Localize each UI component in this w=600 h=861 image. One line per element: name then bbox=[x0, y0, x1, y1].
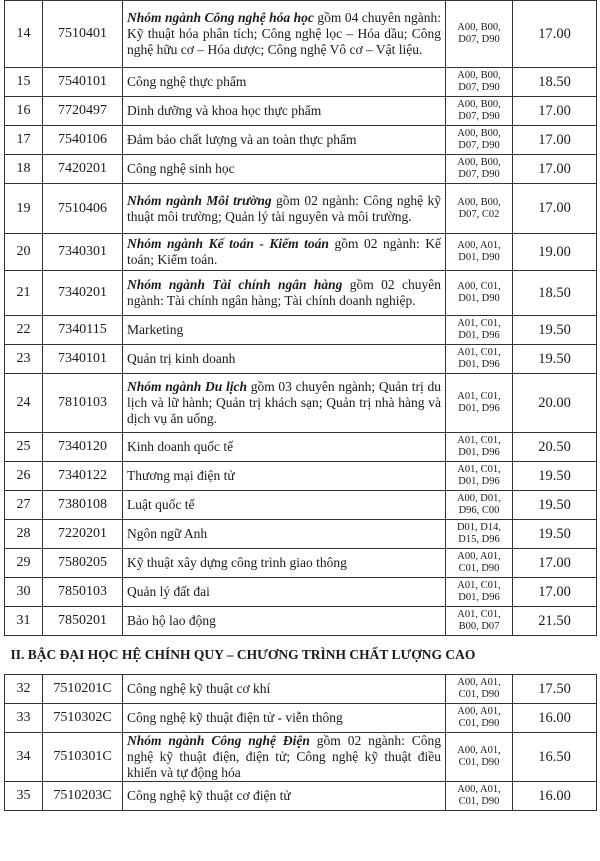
row-number: 15 bbox=[5, 68, 43, 97]
row-number: 27 bbox=[5, 491, 43, 520]
major-name bbox=[123, 1, 446, 68]
major-name bbox=[123, 520, 446, 549]
row-number: 18 bbox=[5, 155, 43, 184]
combination-line: D01, D14, bbox=[456, 522, 502, 533]
combination-line: A00, B00, bbox=[457, 196, 501, 208]
row-number: 22 bbox=[5, 316, 43, 345]
major-name bbox=[123, 234, 446, 271]
row-number: 25 bbox=[5, 433, 43, 462]
combination-line: A01, C01, bbox=[457, 464, 501, 475]
admission-score: 17.00 bbox=[513, 126, 597, 155]
table-row bbox=[5, 1, 597, 68]
major-code: 7510201C bbox=[43, 675, 123, 704]
combination-line: D07, D90 bbox=[458, 169, 500, 180]
combination-line: C01, D90 bbox=[458, 757, 500, 768]
row-number: 21 bbox=[5, 271, 43, 316]
table-row bbox=[5, 374, 597, 433]
combination-line: A00, D01, bbox=[456, 493, 502, 504]
major-code: 7340101 bbox=[43, 345, 123, 374]
major-title: Công nghệ kỹ thuật cơ điện tử bbox=[127, 788, 291, 803]
subject-combinations bbox=[446, 345, 513, 374]
major-name bbox=[123, 345, 446, 374]
major-name bbox=[123, 462, 446, 491]
admission-score: 19.50 bbox=[513, 462, 597, 491]
major-name bbox=[123, 374, 446, 433]
combination-line: C01, D90 bbox=[458, 563, 500, 574]
subject-combinations bbox=[446, 433, 513, 462]
combination-line: C01, D90 bbox=[458, 689, 500, 700]
major-title: Dinh dưỡng và khoa học thực phẩm bbox=[127, 103, 322, 118]
row-number: 26 bbox=[5, 462, 43, 491]
subject-combinations bbox=[446, 462, 513, 491]
major-code: 7720497 bbox=[43, 97, 123, 126]
row-number: 32 bbox=[5, 675, 43, 704]
major-name bbox=[123, 578, 446, 607]
combination-line: A00, B00, bbox=[457, 157, 501, 168]
admission-score: 21.50 bbox=[513, 607, 597, 636]
major-group-description: gồm 02 ngành: Công nghệ kỹ thuật điện, điện tử; Công nghệ kỹ thuật điều khiển và tự động hóa bbox=[127, 733, 441, 780]
admission-table bbox=[4, 0, 597, 811]
table-row bbox=[5, 184, 597, 234]
table-row bbox=[5, 433, 597, 462]
major-code: 7340120 bbox=[43, 433, 123, 462]
admission-score: 18.50 bbox=[513, 271, 597, 316]
table-row bbox=[5, 462, 597, 491]
admission-score: 17.00 bbox=[513, 1, 597, 68]
major-group-description: gồm 03 chuyên ngành; Quản trị du lịch và lữ hành; Quản trị khách sạn; Quản trị nhà hàng và dịch vụ ăn uống. bbox=[127, 379, 441, 426]
major-title: Thương mại điện tử bbox=[127, 468, 235, 483]
admission-score: 18.50 bbox=[513, 68, 597, 97]
major-title: Công nghệ kỹ thuật cơ khí bbox=[127, 681, 271, 696]
major-code: 7340301 bbox=[43, 234, 123, 271]
admission-score: 16.50 bbox=[513, 733, 597, 782]
combination-line: A00, A01, bbox=[457, 677, 501, 688]
table-row bbox=[5, 345, 597, 374]
table-row bbox=[5, 491, 597, 520]
section-title: II. BẬC ĐẠI HỌC HỆ CHÍNH QUY – CHƯƠNG TRÌNH CHẤT LƯỢNG CAO bbox=[5, 636, 597, 675]
subject-combinations bbox=[446, 184, 513, 234]
table-row bbox=[5, 607, 597, 636]
row-number: 24 bbox=[5, 374, 43, 433]
major-code: 7220201 bbox=[43, 520, 123, 549]
row-number: 35 bbox=[5, 782, 43, 811]
subject-combinations bbox=[446, 68, 513, 97]
table-row bbox=[5, 68, 597, 97]
row-number: 28 bbox=[5, 520, 43, 549]
major-group-title: Nhóm ngành Kế toán - Kiểm toán bbox=[127, 236, 329, 251]
subject-combinations bbox=[446, 782, 513, 811]
subject-combinations bbox=[446, 733, 513, 782]
major-code: 7380108 bbox=[43, 491, 123, 520]
combination-line: D07, D90 bbox=[458, 140, 500, 151]
table-row bbox=[5, 675, 597, 704]
major-group-title: Nhóm ngành Công nghệ Điện bbox=[127, 733, 310, 748]
combination-line: A00, A01, bbox=[457, 551, 501, 562]
combination-line: D07, D90 bbox=[458, 111, 500, 122]
major-code: 7580205 bbox=[43, 549, 123, 578]
subject-combinations bbox=[446, 97, 513, 126]
row-number: 31 bbox=[5, 607, 43, 636]
major-name bbox=[123, 704, 446, 733]
combination-line: C01, D90 bbox=[458, 796, 500, 807]
subject-combinations bbox=[446, 491, 513, 520]
major-group-title: Nhóm ngành Môi trường bbox=[127, 192, 272, 208]
combination-line: B00, D07 bbox=[458, 621, 500, 632]
combination-line: A01, C01, bbox=[457, 609, 501, 620]
combination-line: D15, D96 bbox=[458, 534, 500, 545]
combination-line: A00, B00, bbox=[457, 128, 501, 139]
admission-score: 20.00 bbox=[513, 374, 597, 433]
major-group-description: gồm 04 chuyên ngành: Kỹ thuật hóa phân tích; Công nghệ lọc – Hóa dầu; Công nghệ hữu cơ – Hóa dược; Công nghệ Vô cơ – Vật liệu. bbox=[127, 10, 442, 57]
admission-score: 17.00 bbox=[513, 578, 597, 607]
table-body-high-quality bbox=[5, 675, 597, 811]
major-name bbox=[123, 491, 446, 520]
major-code: 7510301C bbox=[43, 733, 123, 782]
combination-line: D01, D96 bbox=[458, 476, 500, 487]
major-name bbox=[123, 155, 446, 184]
major-name bbox=[123, 126, 446, 155]
combination-line: A00, A01, bbox=[457, 706, 501, 717]
combination-line: A01, C01, bbox=[457, 580, 501, 591]
admission-score: 17.00 bbox=[513, 549, 597, 578]
subject-combinations bbox=[446, 316, 513, 345]
major-title: Marketing bbox=[127, 322, 184, 337]
major-name bbox=[123, 68, 446, 97]
major-group-title: Nhóm ngành Du lịch bbox=[127, 379, 247, 394]
table-row bbox=[5, 704, 597, 733]
combination-line: A00, B00, bbox=[457, 22, 501, 33]
major-title: Ngôn ngữ Anh bbox=[127, 526, 208, 541]
major-title: Công nghệ kỹ thuật điện tử - viễn thông bbox=[127, 710, 343, 725]
combination-line: A01, C01, bbox=[457, 318, 501, 329]
admission-score: 19.50 bbox=[513, 520, 597, 549]
subject-combinations bbox=[446, 234, 513, 271]
admission-score: 16.00 bbox=[513, 704, 597, 733]
major-code: 7810103 bbox=[43, 374, 123, 433]
major-group-title: Nhóm ngành Tài chính ngân hàng bbox=[127, 277, 343, 292]
row-number: 34 bbox=[5, 733, 43, 782]
major-title: Luật quốc tế bbox=[127, 497, 195, 512]
combination-line: A00, A01, bbox=[457, 240, 501, 251]
combination-line: D07, C02 bbox=[458, 208, 500, 220]
combination-line: A00, A01, bbox=[457, 745, 501, 756]
major-group-description: gồm 02 ngành: Công nghệ kỹ thuật môi trường; Quản lý tài nguyên và môi trường. bbox=[127, 192, 441, 224]
subject-combinations bbox=[446, 549, 513, 578]
row-number: 20 bbox=[5, 234, 43, 271]
combination-line: D01, D96 bbox=[458, 447, 500, 458]
major-group-description: gồm 02 ngành: Kế toán; Kiểm toán. bbox=[127, 236, 441, 267]
table-row bbox=[5, 271, 597, 316]
combination-line: D01, D96 bbox=[458, 403, 500, 414]
subject-combinations bbox=[446, 675, 513, 704]
row-number: 17 bbox=[5, 126, 43, 155]
section-header bbox=[5, 636, 597, 675]
combination-line: C01, D90 bbox=[458, 718, 500, 729]
major-code: 7340122 bbox=[43, 462, 123, 491]
combination-line: D01, D90 bbox=[458, 293, 500, 304]
table-row bbox=[5, 126, 597, 155]
combination-line: A00, C01, bbox=[457, 281, 501, 292]
subject-combinations bbox=[446, 607, 513, 636]
combination-line: A01, C01, bbox=[457, 435, 501, 446]
major-title: Kinh doanh quốc tế bbox=[127, 439, 234, 454]
table-row bbox=[5, 520, 597, 549]
major-code: 7510406 bbox=[43, 184, 123, 234]
combination-line: D07, D90 bbox=[458, 82, 500, 93]
admission-score: 16.00 bbox=[513, 782, 597, 811]
major-title: Bảo hộ lao động bbox=[127, 613, 216, 628]
major-name bbox=[123, 316, 446, 345]
combination-line: D01, D96 bbox=[458, 330, 500, 341]
subject-combinations bbox=[446, 271, 513, 316]
table-row bbox=[5, 549, 597, 578]
admission-score: 19.50 bbox=[513, 491, 597, 520]
table-row bbox=[5, 733, 597, 782]
major-code: 7340201 bbox=[43, 271, 123, 316]
combination-line: D01, D96 bbox=[458, 592, 500, 603]
major-title: Công nghệ thực phẩm bbox=[127, 74, 247, 89]
combination-line: D96, C00 bbox=[458, 505, 500, 516]
subject-combinations bbox=[446, 155, 513, 184]
combination-line: A01, C01, bbox=[457, 347, 501, 358]
major-name bbox=[123, 675, 446, 704]
major-code: 7510203C bbox=[43, 782, 123, 811]
table-row bbox=[5, 316, 597, 345]
major-name bbox=[123, 271, 446, 316]
subject-combinations bbox=[446, 578, 513, 607]
major-title: Quản trị kinh doanh bbox=[127, 351, 236, 366]
combination-line: A00, B00, bbox=[457, 70, 501, 81]
combination-line: D01, D96 bbox=[458, 359, 500, 370]
major-code: 7540106 bbox=[43, 126, 123, 155]
table-row bbox=[5, 782, 597, 811]
table-row bbox=[5, 578, 597, 607]
combination-line: D01, D90 bbox=[458, 252, 500, 263]
table-row bbox=[5, 234, 597, 271]
row-number: 29 bbox=[5, 549, 43, 578]
admission-score: 17.00 bbox=[513, 97, 597, 126]
admission-score: 17.50 bbox=[513, 675, 597, 704]
row-number: 30 bbox=[5, 578, 43, 607]
major-name bbox=[123, 433, 446, 462]
subject-combinations bbox=[446, 374, 513, 433]
subject-combinations bbox=[446, 520, 513, 549]
major-code: 7340115 bbox=[43, 316, 123, 345]
admission-score: 17.00 bbox=[513, 155, 597, 184]
major-name bbox=[123, 607, 446, 636]
major-code: 7510401 bbox=[43, 1, 123, 68]
row-number: 33 bbox=[5, 704, 43, 733]
major-title: Công nghệ sinh học bbox=[127, 161, 235, 176]
major-group-title: Nhóm ngành Công nghệ hóa học bbox=[127, 10, 314, 25]
major-title: Kỹ thuật xây dựng công trình giao thông bbox=[127, 555, 347, 570]
row-number: 14 bbox=[5, 1, 43, 68]
major-code: 7850201 bbox=[43, 607, 123, 636]
major-code: 7510302C bbox=[43, 704, 123, 733]
subject-combinations bbox=[446, 704, 513, 733]
major-code: 7540101 bbox=[43, 68, 123, 97]
row-number: 19 bbox=[5, 184, 43, 234]
admission-score: 17.00 bbox=[513, 184, 597, 234]
major-title: Quản lý đất đai bbox=[127, 584, 210, 599]
major-name bbox=[123, 549, 446, 578]
admission-score: 20.50 bbox=[513, 433, 597, 462]
major-group-description: gồm 02 chuyên ngành: Tài chính ngân hàng; Tài chính doanh nghiệp. bbox=[127, 277, 441, 308]
subject-combinations bbox=[446, 126, 513, 155]
admission-score: 19.00 bbox=[513, 234, 597, 271]
row-number: 23 bbox=[5, 345, 43, 374]
major-code: 7420201 bbox=[43, 155, 123, 184]
major-name bbox=[123, 97, 446, 126]
combination-line: A00, B00, bbox=[457, 99, 501, 110]
major-code: 7850103 bbox=[43, 578, 123, 607]
major-name bbox=[123, 733, 446, 782]
subject-combinations bbox=[446, 1, 513, 68]
combination-line: D07, D90 bbox=[458, 34, 500, 45]
table-body-standard bbox=[5, 1, 597, 636]
table-row bbox=[5, 97, 597, 126]
table-row bbox=[5, 155, 597, 184]
combination-line: A01, C01, bbox=[457, 391, 501, 402]
admission-score: 19.50 bbox=[513, 345, 597, 374]
combination-line: A00, A01, bbox=[457, 784, 501, 795]
major-title: Đảm bảo chất lượng và an toàn thực phẩm bbox=[127, 132, 357, 147]
major-name bbox=[123, 782, 446, 811]
major-name bbox=[123, 184, 446, 234]
admission-score: 19.50 bbox=[513, 316, 597, 345]
row-number: 16 bbox=[5, 97, 43, 126]
